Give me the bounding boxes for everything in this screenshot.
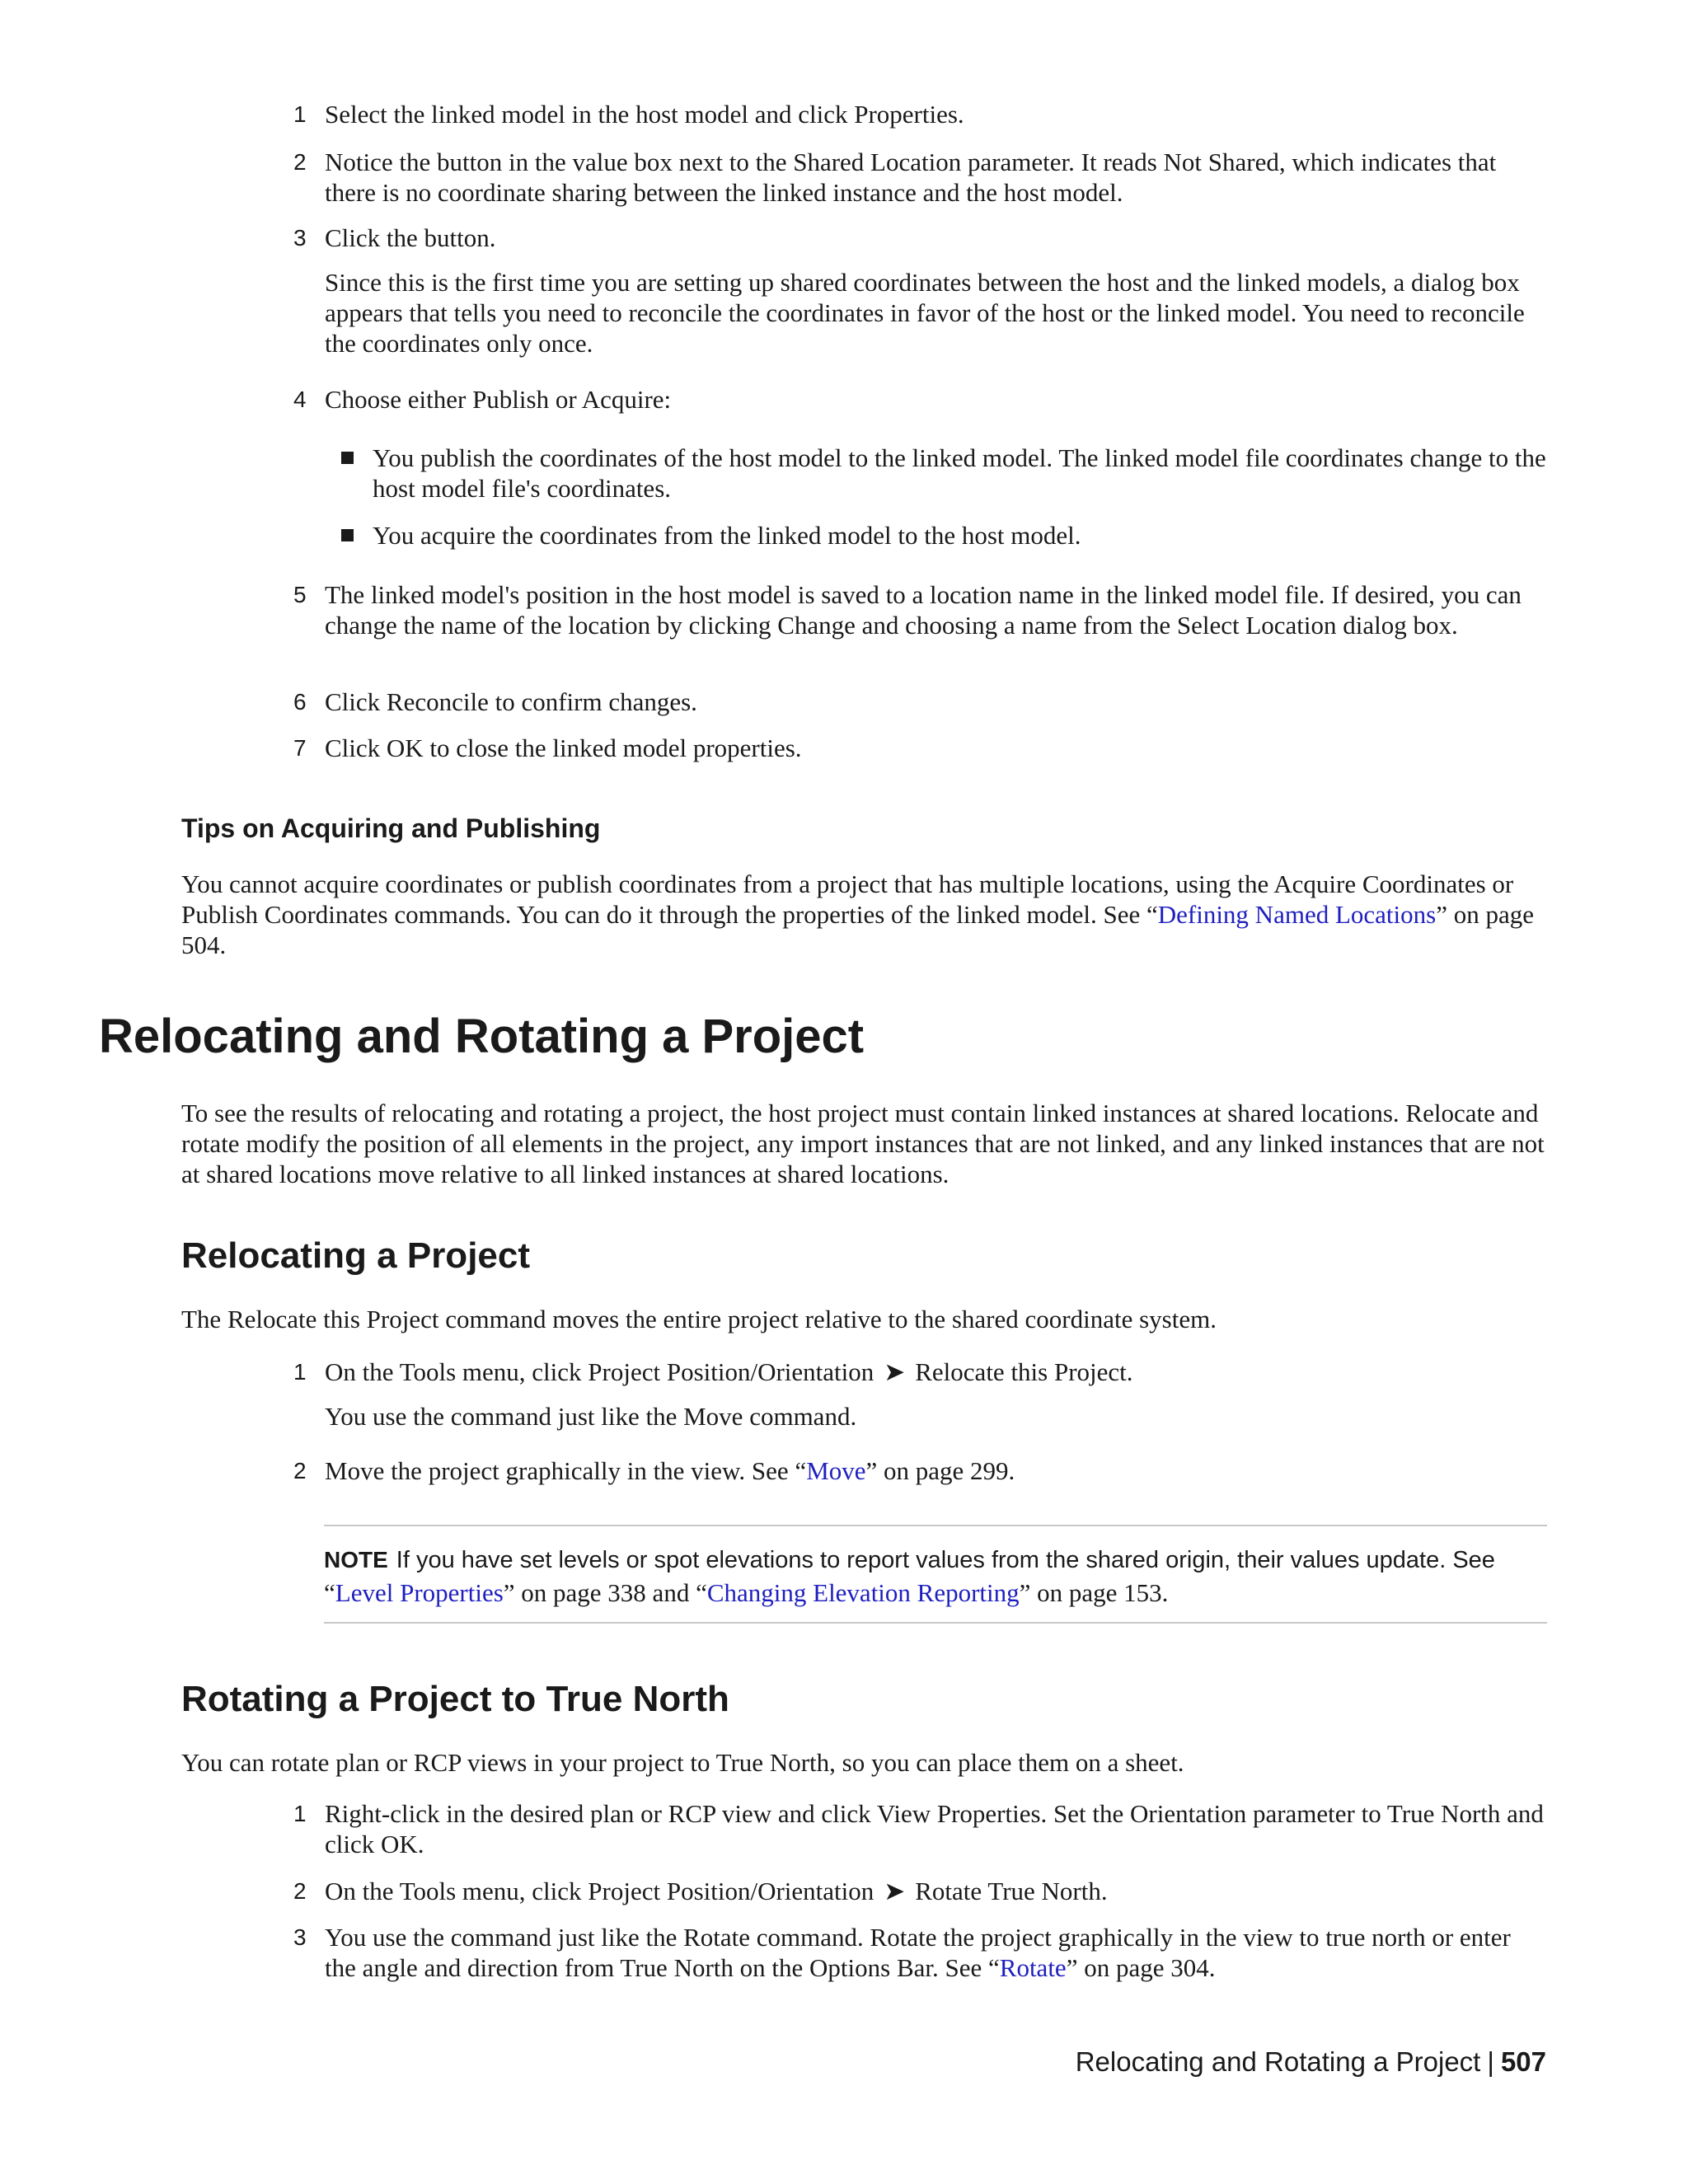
step-item [293,223,1546,253]
rotate-link[interactable]: Rotate [999,1953,1067,1982]
step-number: 3 [293,225,307,251]
step-item [293,1798,1546,1859]
step-text [325,1922,1546,1983]
step-text [325,1876,1546,1907]
note-label: NOTE [324,1547,388,1572]
step-text [325,1455,1546,1486]
step-number: 7 [293,735,307,761]
step-item [293,579,1546,640]
note-after: ” on page 153. [1019,1578,1169,1607]
step-text: Select the linked model in the host model and click Properties. [325,100,964,129]
bullet-square-icon [341,452,354,464]
defining-named-locations-link[interactable]: Defining Named Locations [1157,900,1437,929]
step-detail-text: You use the command just like the Move command. [325,1402,857,1431]
step-number: 1 [293,101,307,127]
section-title: Relocating and Rotating a Project [99,1010,865,1063]
step-text-before: Move the project graphically in the view. See “ [325,1456,807,1485]
step-text: Click the button. [325,223,496,252]
step-item [293,733,1546,763]
tips-text-after: ” on page 504. [181,900,1534,959]
page-footer [1076,2046,1546,2079]
step-item [293,99,1546,129]
step-item [293,1922,1546,1983]
step-number: 2 [293,1878,307,1904]
step-item [293,1357,1546,1388]
step-detail [293,267,1546,359]
step-item [293,1876,1546,1907]
step-text: Notice the button in the value box next to the Shared Location parameter. It reads Not Shared, which indicates that there is no coordinate sharing between the linked instance and the host model. [325,148,1497,207]
note-quote-open: “ [324,1578,335,1607]
bullet-text: You acquire the coordinates from the linked model to the host model. [373,521,1081,550]
step-text: The linked model's position in the host model is saved to a location name in the linked model file. If desired, you can change the name of the location by clicking Change and choosing a name from the Select Location dialog box. [325,580,1522,640]
step-text-before: On the Tools menu, click Project Position/Orientation [325,1877,874,1905]
bullet-item [341,520,1553,551]
step-item [293,384,1546,415]
note-mid: ” on page 338 and “ [503,1578,707,1607]
rotating-heading: Rotating a Project to True North [181,1679,729,1719]
footer-title: Relocating and Rotating a Project [1075,2046,1481,2077]
menu-arrow-icon: ➤ [884,1357,906,1387]
move-link[interactable]: Move [806,1456,866,1485]
changing-elevation-reporting-link[interactable]: Changing Elevation Reporting [706,1578,1020,1607]
step-text: Click Reconcile to confirm changes. [325,687,697,716]
page-number: 507 [1500,2046,1546,2077]
bullet-square-icon [341,529,354,541]
bullet-text: You publish the coordinates of the host model to the linked model. The linked model file coordinates change to the host model file's coordinates. [373,443,1546,503]
menu-arrow-icon: ➤ [884,1877,906,1906]
footer-separator: | [1487,2046,1494,2077]
step-text-after: Relocate this Project. [915,1357,1133,1386]
rotating-intro: You can rotate plan or RCP views in your project to True North, so you can place them on a sheet. [181,1748,1184,1777]
step-text-before: On the Tools menu, click Project Position/Orientation [325,1357,874,1386]
step-text-after: ” on page 299. [865,1456,1015,1485]
step-text [325,1357,1546,1388]
note-body: If you have set levels or spot elevations to report values from the shared origin, their values update. See [396,1547,1495,1573]
step-detail-text: Since this is the first time you are setting up shared coordinates between the host and the linked models, a dialog box appears that tells you need to reconcile the coordinates in favor of the host or the linked model. You need to reconcile the coordinates only once. [325,268,1525,358]
step-text: Right-click in the desired plan or RCP view and click View Properties. Set the Orientation parameter to True North and click OK. [325,1799,1544,1858]
step-number: 6 [293,689,307,715]
relocating-heading: Relocating a Project [181,1235,531,1276]
step-detail [293,1401,1546,1432]
tips-text-before: You cannot acquire coordinates or publish coordinates from a project that has multiple locations, using the Acquire Coordinates or Publish Coordinates commands. You can do it through the properties of the linked model. See “ [181,869,1514,929]
step-text: Click OK to close the linked model properties. [325,733,802,762]
step-number: 1 [293,1359,307,1385]
step-text-after: Rotate True North. [915,1877,1108,1905]
step-text-before: You use the command just like the Rotate command. Rotate the project graphically in the view to true north or enter the angle and direction from True North on the Options Bar. See “ [325,1923,1511,1982]
step-number: 2 [293,149,307,175]
relocating-intro: The Relocate this Project command moves the entire project relative to the shared coordinate system. [181,1305,1217,1333]
section-intro: To see the results of relocating and rotating a project, the host project must contain linked instances at shared locations. Relocate and rotate modify the position of all elements in the project, any import instances that are not linked, and any linked instances that are not at shared locations move relative to all linked instances at shared locations. [181,1099,1545,1188]
step-item [293,687,1546,717]
note-box [324,1525,1547,1624]
step-item [293,1455,1546,1486]
step-item [293,147,1546,208]
bullet-item [341,443,1553,504]
step-number: 4 [293,387,307,412]
step-number: 2 [293,1458,307,1483]
step-number: 5 [293,582,307,607]
step-text: Choose either Publish or Acquire: [325,385,672,414]
level-properties-link[interactable]: Level Properties [335,1578,504,1607]
tips-heading: Tips on Acquiring and Publishing [181,813,601,843]
note-text [324,1543,1547,1610]
step-number: 1 [293,1801,307,1826]
tips-paragraph [181,869,1550,960]
step-text-after: ” on page 304. [1066,1953,1216,1982]
step-number: 3 [293,1924,307,1950]
